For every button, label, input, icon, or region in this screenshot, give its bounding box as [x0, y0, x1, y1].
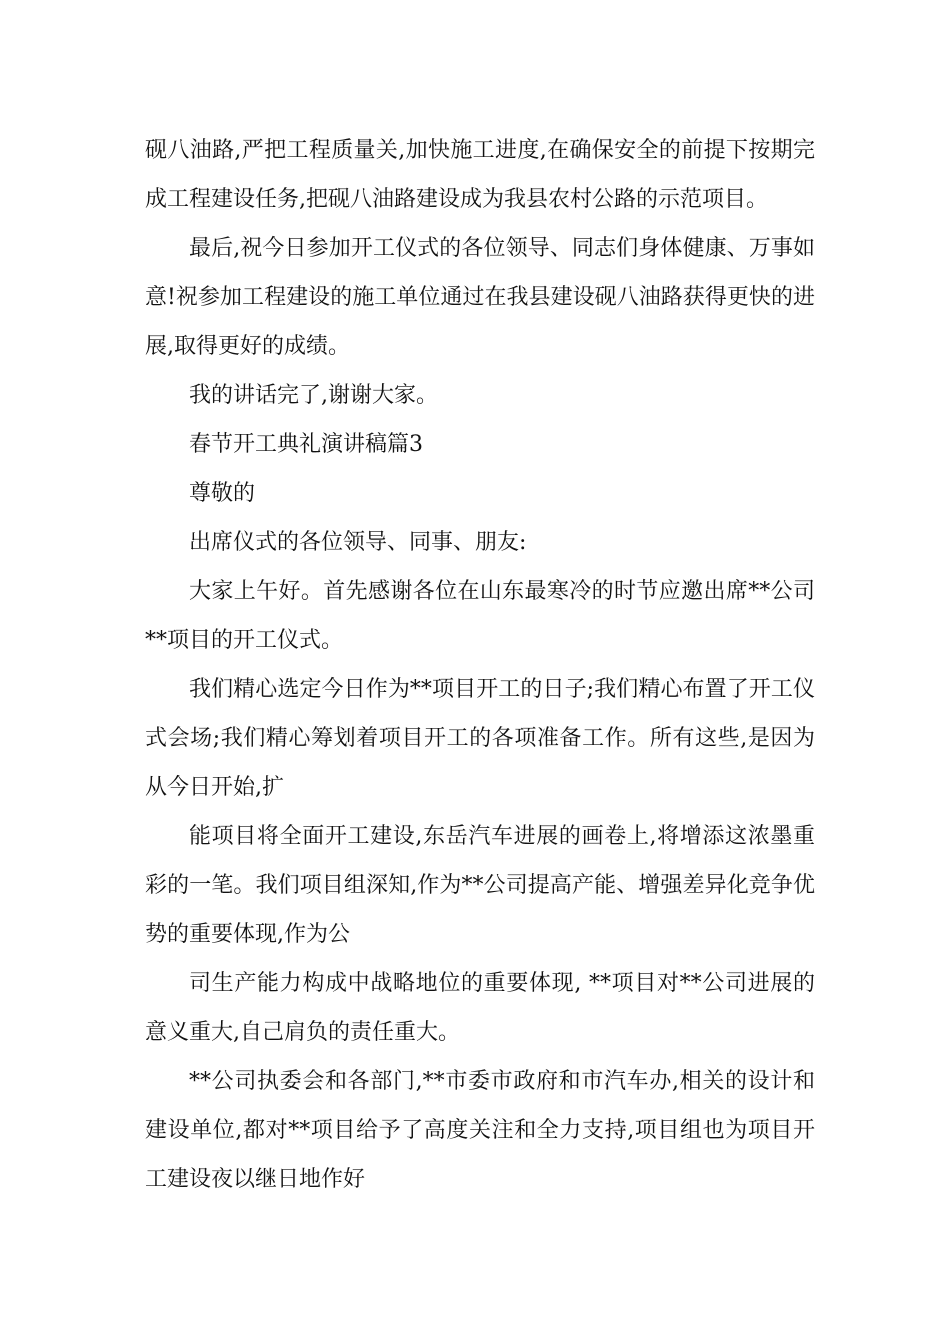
paragraph-greeting: 大家上午好。首先感谢各位在山东最寒冷的时节应邀出席**公司**项目的开工仪式。 — [145, 579, 815, 653]
paragraph-preparation: 我们精心选定今日作为**项目开工的日子;我们精心布置了开工仪式会场;我们精心筹划着项目开工的各项准备工作。所有这些,是因为从今日开始,扩 — [145, 677, 815, 800]
paragraph-project-significance: 能项目将全面开工建设,东岳汽车进展的画卷上,将增添这浓墨重彩的一笔。我们项目组深知,作为**公司提高产能、增强差异化竞争优势的重要体现,作为公 — [145, 824, 815, 947]
paragraph-responsibility: 司生产能力构成中战略地位的重要体现, **项目对**公司进展的意义重大,自己肩负的责任重大。 — [145, 971, 815, 1045]
document-body — [145, 126, 815, 1204]
paragraph-support: **公司执委会和各部门,**市委市政府和市汽车办,相关的设计和建设单位,都对**项目给予了高度关注和全力支持,项目组也为项目开工建设夜以继日地作好 — [145, 1069, 815, 1192]
section-heading: 春节开工典礼演讲稿篇3 — [189, 432, 423, 457]
paragraph-closing-wishes: 最后,祝今日参加开工仪式的各位领导、同志们身体健康、万事如意!祝参加工程建设的施工单位通过在我县建设砚八油路获得更快的进展,取得更好的成绩。 — [145, 236, 815, 359]
paragraph-continuation: 砚八油路,严把工程质量关,加快施工进度,在确保安全的前提下按期完成工程建设任务,把砚八油路建设成为我县农村公路的示范项目。 — [145, 138, 815, 212]
salutation-line: 尊敬的 — [189, 481, 256, 506]
salutation-audience: 出席仪式的各位领导、同事、朋友: — [189, 530, 527, 555]
paragraph-speech-end: 我的讲话完了,谢谢大家。 — [189, 383, 438, 408]
